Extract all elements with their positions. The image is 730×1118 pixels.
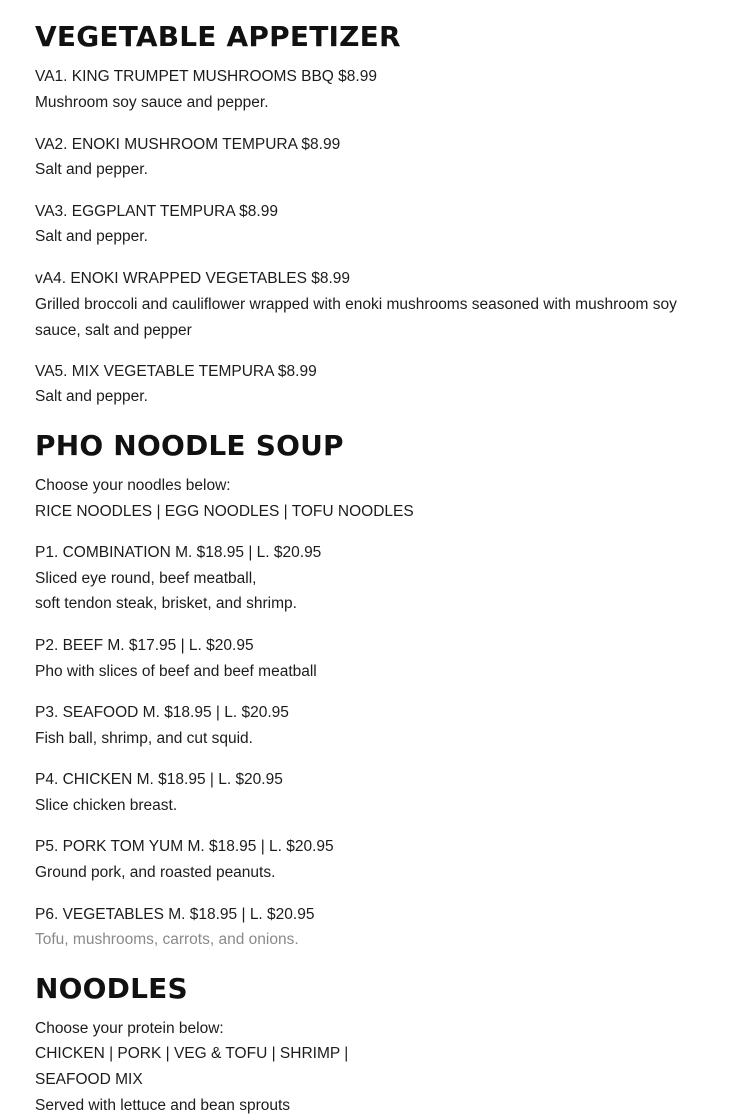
menu-item-name: P4. CHICKEN M. $18.95 | L. $20.95: [35, 771, 283, 788]
menu-item-description: Fish ball, shrimp, and cut squid.: [35, 730, 253, 747]
menu-item-description: Tofu, mushrooms, carrots, and onions.: [35, 931, 299, 948]
menu-item-name: VA5. MIX VEGETABLE TEMPURA $8.99: [35, 363, 317, 380]
menu-item-description: Slice chicken breast.: [35, 797, 178, 814]
section-intro: Choose your protein below:: [35, 1020, 224, 1037]
section-intro: Choose your noodles below:: [35, 477, 231, 494]
section-options: RICE NOODLES | EGG NOODLES | TOFU NOODLES: [35, 503, 414, 520]
menu-item-description: Mushroom soy sauce and pepper.: [35, 94, 269, 111]
section-title-noodles: NOODLES: [35, 972, 188, 1005]
section-title-vegetable-appetizer: VEGETABLE APPETIZER: [35, 20, 401, 53]
section-options: CHICKEN | PORK | VEG & TOFU | SHRIMP |: [35, 1045, 349, 1062]
menu-item-description: Salt and pepper.: [35, 161, 148, 178]
menu-item-name: P5. PORK TOM YUM M. $18.95 | L. $20.95: [35, 838, 334, 855]
menu-item-description: Sliced eye round, beef meatball,: [35, 570, 257, 587]
menu-item-description: Pho with slices of beef and beef meatball: [35, 663, 317, 680]
menu-item-description: Salt and pepper.: [35, 228, 148, 245]
menu-item-name: VA3. EGGPLANT TEMPURA $8.99: [35, 203, 278, 220]
menu-item-name: P1. COMBINATION M. $18.95 | L. $20.95: [35, 544, 322, 561]
menu-item-name: P2. BEEF M. $17.95 | L. $20.95: [35, 637, 254, 654]
menu-item-name: VA2. ENOKI MUSHROOM TEMPURA $8.99: [35, 136, 341, 153]
section-title-pho-noodle-soup: PHO NOODLE SOUP: [35, 429, 344, 462]
menu-item-description: Salt and pepper.: [35, 388, 148, 405]
menu-item-name: P3. SEAFOOD M. $18.95 | L. $20.95: [35, 704, 289, 721]
menu-item-description: Grilled broccoli and cauliflower wrapped with enoki mushrooms seasoned with mushroom soy sauce, salt and pepper: [35, 296, 677, 339]
section-note: Served with lettuce and bean sprouts: [35, 1097, 291, 1114]
menu-item-name: P6. VEGETABLES M. $18.95 | L. $20.95: [35, 906, 315, 923]
menu-item-description: Ground pork, and roasted peanuts.: [35, 864, 276, 881]
menu-item-description: soft tendon steak, brisket, and shrimp.: [35, 595, 297, 612]
menu-item-name: VA1. KING TRUMPET MUSHROOMS BBQ $8.99: [35, 68, 377, 85]
menu-item-name: vA4. ENOKI WRAPPED VEGETABLES $8.99: [35, 270, 350, 287]
section-options: SEAFOOD MIX: [35, 1071, 143, 1088]
